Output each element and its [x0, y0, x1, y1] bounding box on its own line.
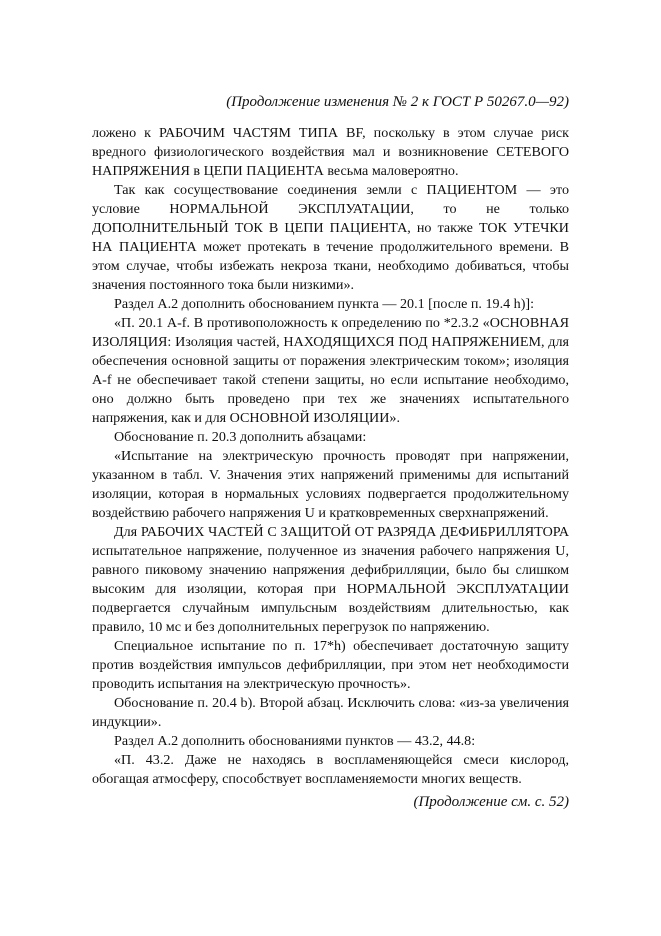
body-text	[92, 124, 569, 789]
paragraph: Раздел А.2 дополнить обоснованиями пунктов — 43.2, 44.8:	[114, 733, 476, 749]
paragraph: Раздел А.2 дополнить обоснованием пункта — 20.1 [после п. 19.4 h)]:	[114, 296, 535, 312]
paragraph: «Испытание на электрическую прочность проводят при напряжении, указанном в табл. V. Значения этих напряжений применимы для испытаний изоляции, которая в нормальных условиях подвергается продолжительному воздействию рабочего напряжения U и кратковременных сверхнапряжений.	[92, 448, 569, 521]
paragraph: Обоснование п. 20.3 дополнить абзацами:	[114, 429, 367, 445]
page-footer: (Продолжение см. с. 52)	[413, 794, 569, 810]
paragraph-continuation: ложено к РАБОЧИМ ЧАСТЯМ ТИПА BF, поскольку в этом случае риск вредного физиологического воздействия мал и возникновение СЕТЕВОГО НАПРЯЖЕНИЯ в ЦЕПИ ПАЦИЕНТА весьма маловероятно.	[92, 125, 569, 179]
paragraph: Так как сосуществование соединения земли с ПАЦИЕНТОМ — это условие НОРМАЛЬНОЙ ЭКСПЛУАТАЦИИ, то не только ДОПОЛНИТЕЛЬНЫЙ ТОК В ЦЕПИ ПАЦИЕНТА, но также ТОК УТЕЧКИ НА ПАЦИЕНТА может протекать в течение продолжительного времени. В этом случае, чтобы избежать некроза ткани, необходимо добиваться, чтобы значения постоянного тока были низкими».	[92, 182, 569, 293]
page-header: (Продолжение изменения № 2 к ГОСТ Р 50267.0—92)	[226, 94, 569, 110]
paragraph: Для РАБОЧИХ ЧАСТЕЙ С ЗАЩИТОЙ ОТ РАЗРЯДА ДЕФИБРИЛЛЯТОРА испытательное напряжение, полученное из значения рабочего напряжения U, равного пиковому значению напряжения дефибрилляции, было бы слишком высоким для изоляции, которая при НОРМАЛЬНОЙ ЭКСПЛУАТАЦИИ подвергается случайным импульсным воздействиям длительностью, как правило, 10 мс и без дополнительных перегрузок по напряжению.	[92, 524, 569, 635]
paragraph: Специальное испытание по п. 17*h) обеспечивает достаточную защиту против воздействия импульсов дефибрилляции, при этом нет необходимости проводить испытания на электрическую прочность».	[92, 638, 569, 692]
paragraph: Обоснование п. 20.4 b). Второй абзац. Исключить слова: «из-за увеличения индукции».	[92, 695, 569, 730]
paragraph: «П. 43.2. Даже не находясь в воспламеняющейся смеси кислород, обогащая атмосферу, способствует воспламеняемости многих веществ.	[92, 752, 569, 787]
paragraph: «П. 20.1 A-f. В противоположность к определению по *2.3.2 «ОСНОВНАЯ ИЗОЛЯЦИЯ: Изоляция частей, НАХОДЯЩИХСЯ ПОД НАПРЯЖЕНИЕМ, для обеспечения основной защиты от поражения электрическим током»; изоляция A-f не обеспечивает такой степени защиты, но если испытание необходимо, оно должно быть проведено при тех же значениях испытательного напряжения, как и для ОСНОВНОЙ ИЗОЛЯЦИИ».	[92, 315, 569, 426]
